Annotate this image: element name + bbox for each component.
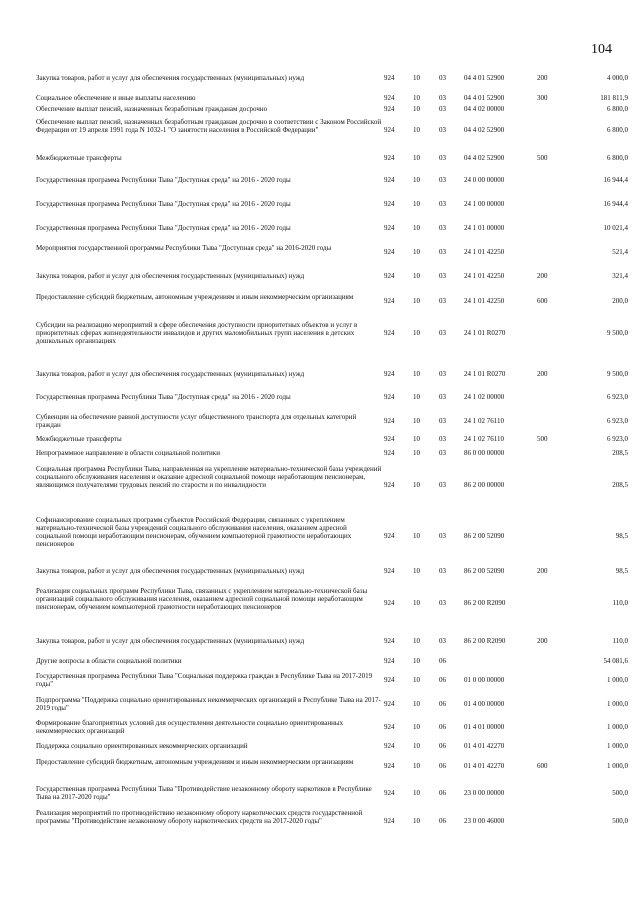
cell-prz: 03 bbox=[439, 248, 446, 256]
cell-prz: 03 bbox=[439, 481, 446, 489]
cell-sum: 1 000,0 bbox=[607, 700, 628, 708]
table-row bbox=[36, 809, 628, 833]
cell-rz: 10 bbox=[413, 762, 420, 770]
cell-csr: 01 4 01 42270 bbox=[464, 742, 505, 750]
cell-rz: 10 bbox=[413, 449, 420, 457]
cell-rz: 10 bbox=[413, 154, 420, 162]
cell-vr: 500 bbox=[537, 154, 548, 162]
cell-prz: 06 bbox=[439, 762, 446, 770]
table-row bbox=[36, 696, 628, 712]
cell-prz: 06 bbox=[439, 676, 446, 684]
cell-rz: 10 bbox=[413, 637, 420, 645]
page-number: 104 bbox=[591, 42, 612, 57]
cell-ved: 924 bbox=[384, 393, 395, 401]
cell-ved: 924 bbox=[384, 105, 395, 113]
table-row bbox=[36, 321, 628, 345]
cell-sum: 9 500,0 bbox=[607, 370, 628, 378]
cell-rz: 10 bbox=[413, 676, 420, 684]
cell-ved: 924 bbox=[384, 789, 395, 797]
row-name: Субсидии на реализацию мероприятий в сфере обеспечения доступности приоритетных объектов и услуг в приоритетных сферах жизнедеятельности инвалидов и других маломобильных групп населения в детских дошкольных организациях bbox=[36, 321, 358, 345]
cell-rz: 10 bbox=[413, 297, 420, 305]
table-row bbox=[36, 74, 628, 82]
cell-csr: 86 2 00 R2090 bbox=[464, 599, 506, 607]
cell-vr: 200 bbox=[537, 567, 548, 575]
cell-csr: 24 1 01 R0270 bbox=[464, 370, 506, 378]
cell-ved: 924 bbox=[384, 154, 395, 162]
cell-rz: 10 bbox=[413, 74, 420, 82]
cell-rz: 10 bbox=[413, 700, 420, 708]
cell-ved: 924 bbox=[384, 637, 395, 645]
table-row bbox=[36, 587, 628, 619]
row-name: Субвенции на обеспечение равной доступности услуг общественного транспорта для отдельных категорий граждан bbox=[36, 413, 357, 429]
cell-rz: 10 bbox=[413, 105, 420, 113]
cell-csr: 24 1 01 42250 bbox=[464, 248, 505, 256]
cell-rz: 10 bbox=[413, 817, 420, 825]
cell-ved: 924 bbox=[384, 567, 395, 575]
cell-prz: 03 bbox=[439, 272, 446, 280]
cell-sum: 54 081,6 bbox=[603, 657, 628, 665]
row-name: Другие вопросы в области социальной политики bbox=[36, 657, 182, 665]
cell-ved: 924 bbox=[384, 676, 395, 684]
cell-prz: 03 bbox=[439, 105, 446, 113]
cell-ved: 924 bbox=[384, 599, 395, 607]
cell-sum: 521,4 bbox=[612, 248, 628, 256]
row-name: Государственная программа Республики Тыва "Противодействие незаконному обороту наркотиков в Республике Тыва на 2017-2020 годы" bbox=[36, 785, 372, 801]
cell-csr: 86 0 00 00000 bbox=[464, 449, 505, 457]
cell-rz: 10 bbox=[413, 200, 420, 208]
table-row bbox=[36, 657, 628, 665]
table-row bbox=[36, 176, 628, 184]
cell-csr: 01 0 00 00000 bbox=[464, 676, 505, 684]
table-row bbox=[36, 449, 628, 457]
table-row bbox=[36, 105, 628, 113]
cell-prz: 06 bbox=[439, 700, 446, 708]
table-row bbox=[36, 465, 628, 505]
cell-csr: 24 1 01 42250 bbox=[464, 272, 505, 280]
cell-sum: 208,5 bbox=[612, 481, 628, 489]
cell-rz: 10 bbox=[413, 789, 420, 797]
cell-csr: 04 4 01 52900 bbox=[464, 94, 505, 102]
cell-prz: 03 bbox=[439, 224, 446, 232]
row-name: Предоставление субсидий бюджетным, автономным учреждениям и иным некоммерческим организациям bbox=[36, 758, 354, 766]
cell-csr: 01 4 00 00000 bbox=[464, 700, 505, 708]
table-row bbox=[36, 118, 628, 142]
cell-ved: 924 bbox=[384, 657, 395, 665]
cell-prz: 06 bbox=[439, 723, 446, 731]
cell-sum: 208,5 bbox=[612, 449, 628, 457]
row-name: Закупка товаров, работ и услуг для обеспечения государственных (муниципальных) нужд bbox=[36, 370, 305, 378]
cell-prz: 03 bbox=[439, 176, 446, 184]
cell-rz: 10 bbox=[413, 599, 420, 607]
cell-prz: 06 bbox=[439, 742, 446, 750]
cell-prz: 03 bbox=[439, 329, 446, 337]
cell-ved: 924 bbox=[384, 272, 395, 280]
cell-csr: 24 1 01 00000 bbox=[464, 224, 505, 232]
row-name: Межбюджетные трансферты bbox=[36, 154, 122, 162]
cell-ved: 924 bbox=[384, 176, 395, 184]
cell-rz: 10 bbox=[413, 248, 420, 256]
cell-sum: 6 800,0 bbox=[607, 154, 628, 162]
cell-rz: 10 bbox=[413, 657, 420, 665]
cell-csr: 24 0 00 00000 bbox=[464, 176, 505, 184]
cell-prz: 03 bbox=[439, 393, 446, 401]
cell-prz: 03 bbox=[439, 126, 446, 134]
cell-ved: 924 bbox=[384, 700, 395, 708]
cell-csr: 04 4 01 52900 bbox=[464, 74, 505, 82]
cell-ved: 924 bbox=[384, 94, 395, 102]
cell-csr: 24 1 02 00000 bbox=[464, 393, 505, 401]
cell-csr: 86 2 00 00000 bbox=[464, 481, 505, 489]
table-row bbox=[36, 567, 628, 575]
cell-ved: 924 bbox=[384, 817, 395, 825]
row-name: Предоставление субсидий бюджетным, автономным учреждениям и иным некоммерческим организациям bbox=[36, 293, 354, 301]
cell-ved: 924 bbox=[384, 224, 395, 232]
cell-ved: 924 bbox=[384, 370, 395, 378]
table-row bbox=[36, 154, 628, 162]
table-row bbox=[36, 224, 628, 232]
cell-prz: 03 bbox=[439, 599, 446, 607]
cell-ved: 924 bbox=[384, 449, 395, 457]
row-name: Закупка товаров, работ и услуг для обеспечения государственных (муниципальных) нужд bbox=[36, 637, 305, 645]
cell-prz: 06 bbox=[439, 789, 446, 797]
row-name: Реализация мероприятий по противодействию незаконному обороту наркотических средств государственной программы "Противодействие незаконному обороту наркотических средств на 2017-2020 годы" bbox=[36, 809, 363, 825]
cell-rz: 10 bbox=[413, 532, 420, 540]
cell-rz: 10 bbox=[413, 272, 420, 280]
cell-rz: 10 bbox=[413, 567, 420, 575]
cell-prz: 06 bbox=[439, 817, 446, 825]
cell-sum: 6 923,0 bbox=[607, 435, 628, 443]
cell-csr: 86 2 00 52090 bbox=[464, 532, 505, 540]
cell-prz: 06 bbox=[439, 657, 446, 665]
cell-sum: 10 021,4 bbox=[603, 224, 628, 232]
cell-vr: 600 bbox=[537, 297, 548, 305]
cell-sum: 200,0 bbox=[612, 297, 628, 305]
row-name: Реализация социальных программ Республики Тыва, связанных с укреплением материально-технической базы организаций социального обслуживания населения, оказанием адресной социальной помощи неработающим пенсионерам, обучением компьютерной грамотности неработающих пенсионеров bbox=[36, 587, 368, 611]
cell-rz: 10 bbox=[413, 370, 420, 378]
row-name: Социальная программа Республики Тыва, направленная на укрепление материально-технической базы учреждений социального обслуживания населения и оказание адресной социальной помощи неработающим пенсионерам, являющимся получателями трудовых пенсий по старости и по инвалидности bbox=[36, 465, 382, 489]
cell-sum: 98,5 bbox=[615, 532, 628, 540]
cell-prz: 03 bbox=[439, 94, 446, 102]
cell-ved: 924 bbox=[384, 481, 395, 489]
row-name: Государственная программа Республики Тыва "Доступная среда" на 2016 - 2020 годы bbox=[36, 393, 291, 401]
cell-sum: 6 923,0 bbox=[607, 393, 628, 401]
table-row bbox=[36, 785, 628, 801]
cell-prz: 03 bbox=[439, 200, 446, 208]
cell-sum: 1 000,0 bbox=[607, 723, 628, 731]
cell-sum: 110,0 bbox=[612, 599, 628, 607]
table-row bbox=[36, 435, 628, 443]
cell-ved: 924 bbox=[384, 435, 395, 443]
cell-csr: 01 4 01 00000 bbox=[464, 723, 505, 731]
table-row bbox=[36, 758, 628, 774]
cell-prz: 03 bbox=[439, 637, 446, 645]
cell-prz: 03 bbox=[439, 449, 446, 457]
cell-sum: 500,0 bbox=[612, 817, 628, 825]
row-name: Закупка товаров, работ и услуг для обеспечения государственных (муниципальных) нужд bbox=[36, 74, 305, 82]
cell-prz: 03 bbox=[439, 154, 446, 162]
cell-ved: 924 bbox=[384, 74, 395, 82]
cell-sum: 1 000,0 bbox=[607, 676, 628, 684]
row-name: Государственная программа Республики Тыва "Доступная среда" на 2016 - 2020 годы bbox=[36, 224, 291, 232]
cell-csr: 86 2 00 R2090 bbox=[464, 637, 506, 645]
cell-vr: 200 bbox=[537, 272, 548, 280]
table-row bbox=[36, 742, 628, 750]
table-row bbox=[36, 516, 628, 556]
cell-csr: 04 4 02 00000 bbox=[464, 105, 505, 113]
cell-prz: 03 bbox=[439, 417, 446, 425]
cell-prz: 03 bbox=[439, 74, 446, 82]
cell-ved: 924 bbox=[384, 248, 395, 256]
row-name: Межбюджетные трансферты bbox=[36, 435, 122, 443]
table-row bbox=[36, 272, 628, 280]
cell-sum: 16 944,4 bbox=[603, 200, 628, 208]
row-name: Социальное обеспечение и иные выплаты населению bbox=[36, 94, 196, 102]
cell-vr: 200 bbox=[537, 637, 548, 645]
cell-sum: 321,4 bbox=[612, 272, 628, 280]
cell-rz: 10 bbox=[413, 481, 420, 489]
table-row bbox=[36, 393, 628, 401]
row-name: Государственная программа Республики Тыва "Социальная поддержка граждан в Республике Тыва на 2017-2019 годы" bbox=[36, 672, 373, 688]
cell-sum: 6 800,0 bbox=[607, 105, 628, 113]
cell-sum: 4 000,0 bbox=[607, 74, 628, 82]
cell-sum: 181 811,9 bbox=[600, 94, 628, 102]
row-name: Обеспечение выплат пенсий, назначенных безработным гражданам досрочно bbox=[36, 105, 268, 113]
cell-csr: 01 4 01 42270 bbox=[464, 762, 505, 770]
table-row bbox=[36, 413, 628, 429]
cell-prz: 03 bbox=[439, 532, 446, 540]
cell-vr: 500 bbox=[537, 435, 548, 443]
cell-prz: 03 bbox=[439, 297, 446, 305]
cell-csr: 24 1 01 R0270 bbox=[464, 329, 506, 337]
row-name: Софинансирование социальных программ субъектов Российской Федерации, связанных с укреплением материально-технической базы учреждений социального обслуживания населения, оказанием адресной социальной помощи неработающим пенсионерам, обучением компьютерной грамотности неработающих пенсионеров bbox=[36, 516, 352, 548]
cell-ved: 924 bbox=[384, 742, 395, 750]
row-name: Закупка товаров, работ и услуг для обеспечения государственных (муниципальных) нужд bbox=[36, 567, 305, 575]
cell-rz: 10 bbox=[413, 176, 420, 184]
cell-prz: 03 bbox=[439, 567, 446, 575]
cell-rz: 10 bbox=[413, 126, 420, 134]
cell-csr: 23 0 00 46000 bbox=[464, 817, 505, 825]
row-name: Закупка товаров, работ и услуг для обеспечения государственных (муниципальных) нужд bbox=[36, 272, 305, 280]
cell-csr: 23 0 00 00000 bbox=[464, 789, 505, 797]
cell-ved: 924 bbox=[384, 417, 395, 425]
cell-csr: 86 2 00 52090 bbox=[464, 567, 505, 575]
cell-sum: 16 944,4 bbox=[603, 176, 628, 184]
cell-rz: 10 bbox=[413, 94, 420, 102]
cell-csr: 24 1 02 76110 bbox=[464, 417, 504, 425]
row-name: Государственная программа Республики Тыва "Доступная среда" на 2016 - 2020 годы bbox=[36, 200, 291, 208]
row-name: Обеспечение выплат пенсий, назначенных безработным гражданам досрочно в соответствии с Законом Российской Федерации от 19 апреля 1991 года N 1032-1 "О занятости населения в Российской Федерации" bbox=[36, 118, 382, 134]
cell-sum: 1 000,0 bbox=[607, 742, 628, 750]
cell-vr: 200 bbox=[537, 370, 548, 378]
table-row bbox=[36, 370, 628, 378]
cell-ved: 924 bbox=[384, 126, 395, 134]
cell-ved: 924 bbox=[384, 762, 395, 770]
table-row bbox=[36, 293, 628, 309]
cell-rz: 10 bbox=[413, 417, 420, 425]
cell-sum: 6 923,0 bbox=[607, 417, 628, 425]
cell-sum: 110,0 bbox=[612, 637, 628, 645]
cell-ved: 924 bbox=[384, 200, 395, 208]
cell-csr: 24 1 00 00000 bbox=[464, 200, 505, 208]
cell-csr: 04 4 02 52900 bbox=[464, 126, 505, 134]
cell-vr: 600 bbox=[537, 762, 548, 770]
cell-rz: 10 bbox=[413, 723, 420, 731]
row-name: Поддержка социально ориентированных некоммерческих организаций bbox=[36, 742, 248, 750]
cell-rz: 10 bbox=[413, 224, 420, 232]
cell-rz: 10 bbox=[413, 742, 420, 750]
cell-rz: 10 bbox=[413, 393, 420, 401]
cell-sum: 1 000,0 bbox=[607, 762, 628, 770]
cell-sum: 9 500,0 bbox=[607, 329, 628, 337]
row-name: Государственная программа Республики Тыва "Доступная среда" на 2016 - 2020 годы bbox=[36, 176, 291, 184]
cell-rz: 10 bbox=[413, 435, 420, 443]
row-name: Подпрограмма "Поддержка социально ориентированных некоммерческих организаций в Республике Тыва на 2017-2019 годы" bbox=[36, 696, 381, 712]
row-name: Непрограммное направление в области социальной политики bbox=[36, 449, 220, 457]
cell-vr: 300 bbox=[537, 94, 548, 102]
cell-ved: 924 bbox=[384, 532, 395, 540]
row-name: Формирование благоприятных условий для осуществления деятельности социально ориентированных некоммерческих организаций bbox=[36, 719, 344, 735]
cell-prz: 03 bbox=[439, 435, 446, 443]
cell-csr: 24 1 01 42250 bbox=[464, 297, 505, 305]
table-row bbox=[36, 200, 628, 208]
cell-vr: 200 bbox=[537, 74, 548, 82]
cell-sum: 500,0 bbox=[612, 789, 628, 797]
cell-csr: 24 1 02 76110 bbox=[464, 435, 504, 443]
cell-prz: 03 bbox=[439, 370, 446, 378]
cell-ved: 924 bbox=[384, 297, 395, 305]
cell-ved: 924 bbox=[384, 329, 395, 337]
table-row bbox=[36, 719, 628, 735]
table-row bbox=[36, 672, 628, 688]
cell-ved: 924 bbox=[384, 723, 395, 731]
cell-csr: 04 4 02 52900 bbox=[464, 154, 505, 162]
cell-rz: 10 bbox=[413, 329, 420, 337]
table-row bbox=[36, 94, 628, 102]
table-row bbox=[36, 244, 628, 260]
cell-sum: 6 800,0 bbox=[607, 126, 628, 134]
row-name: Мероприятия государственной программы Республики Тыва "Доступная среда" на 2016-2020 годы bbox=[36, 244, 332, 252]
cell-sum: 98,5 bbox=[615, 567, 628, 575]
table-row bbox=[36, 637, 628, 645]
